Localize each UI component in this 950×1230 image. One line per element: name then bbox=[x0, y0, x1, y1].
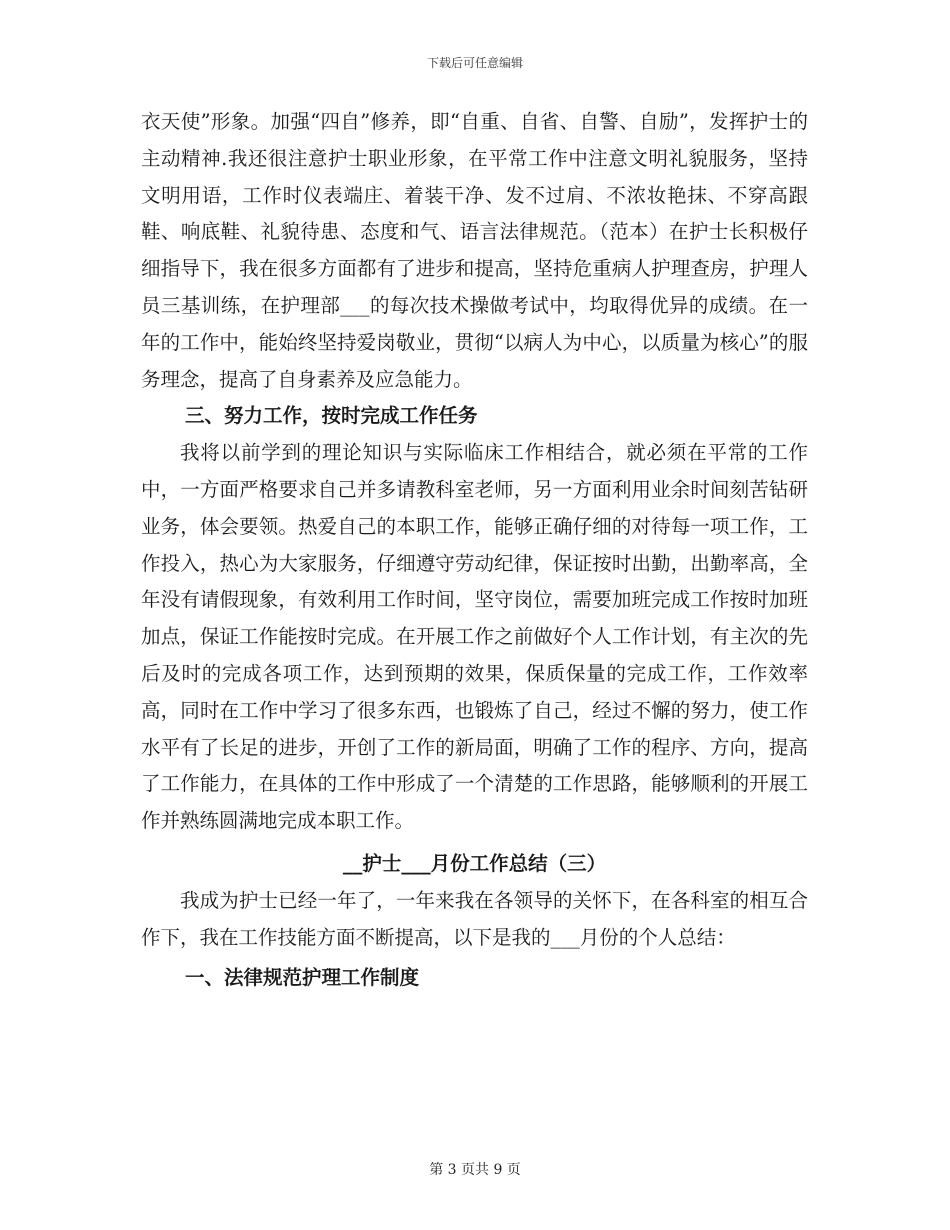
summary-title: __护士___月份工作总结（三） bbox=[342, 851, 607, 875]
page-header-note: 下载后可任意编辑 bbox=[426, 56, 523, 70]
paragraph-continuation: 衣天使”形象。加强“四自”修养，即“自重、自省、自警、自励”，发挥护士的主动精神.我还很注意护士职业形象，在平常工作中注意文明礼貌服务，坚持文明用语，工作时仪表端庄、着装干净、发不过肩、不浓妆艳抹、不穿高跟鞋、响底鞋、礼貌待患、态度和气、语言法律规范。（范本）在护士长积极仔细指导下，我在很多方面都有了进步和提高，坚持危重病人护理查房，护理人员三基训练，在护理部___的每次技术操做考试中，均取得优异的成绩。在一年的工作中，能始终坚持爱岗敬业，贯彻“以病人为中心，以质量为核心”的服务理念，提高了自身素养及应急能力。 bbox=[141, 110, 808, 391]
document-body bbox=[141, 104, 808, 997]
paragraph-work-tasks: 我将以前学到的理论知识与实际临床工作相结合，就必须在平常的工作中，一方面严格要求自己并多请教科室老师，另一方面利用业余时间刻苦钻研业务，体会要领。热爱自己的本职工作，能够正确仔细的对待每一项工作，工作投入，热心为大家服务，仔细遵守劳动纪律，保证按时出勤，出勤率高，全年没有请假现象，有效利用工作时间，坚守岗位，需要加班完成工作按时加班加点，保证工作能按时完成。在开展工作之前做好个人工作计划，有主次的先后及时的完成各项工作，达到预期的效果，保质保量的完成工作，工作效率高，同时在工作中学习了很多东西，也锻炼了自己，经过不懈的努力，使工作水平有了长足的进步，开创了工作的新局面，明确了工作的程序、方向，提高了工作能力，在具体的工作中形成了一个清楚的工作思路，能够顺利的开展工作并熟练圆满地完成本职工作。 bbox=[141, 441, 808, 833]
section-heading-3: 三、努力工作，按时完成工作任务 bbox=[185, 404, 478, 428]
section-heading-1: 一、法律规范护理工作制度 bbox=[185, 966, 420, 990]
paragraph-intro: 我成为护士已经一年了，一年来我在各领导的关怀下，在各科室的相互合作下，我在工作技能方面不断提高，以下是我的___月份的个人总结： bbox=[141, 888, 808, 949]
page-footer-number: 第 3 页共 9 页 bbox=[429, 1162, 521, 1178]
